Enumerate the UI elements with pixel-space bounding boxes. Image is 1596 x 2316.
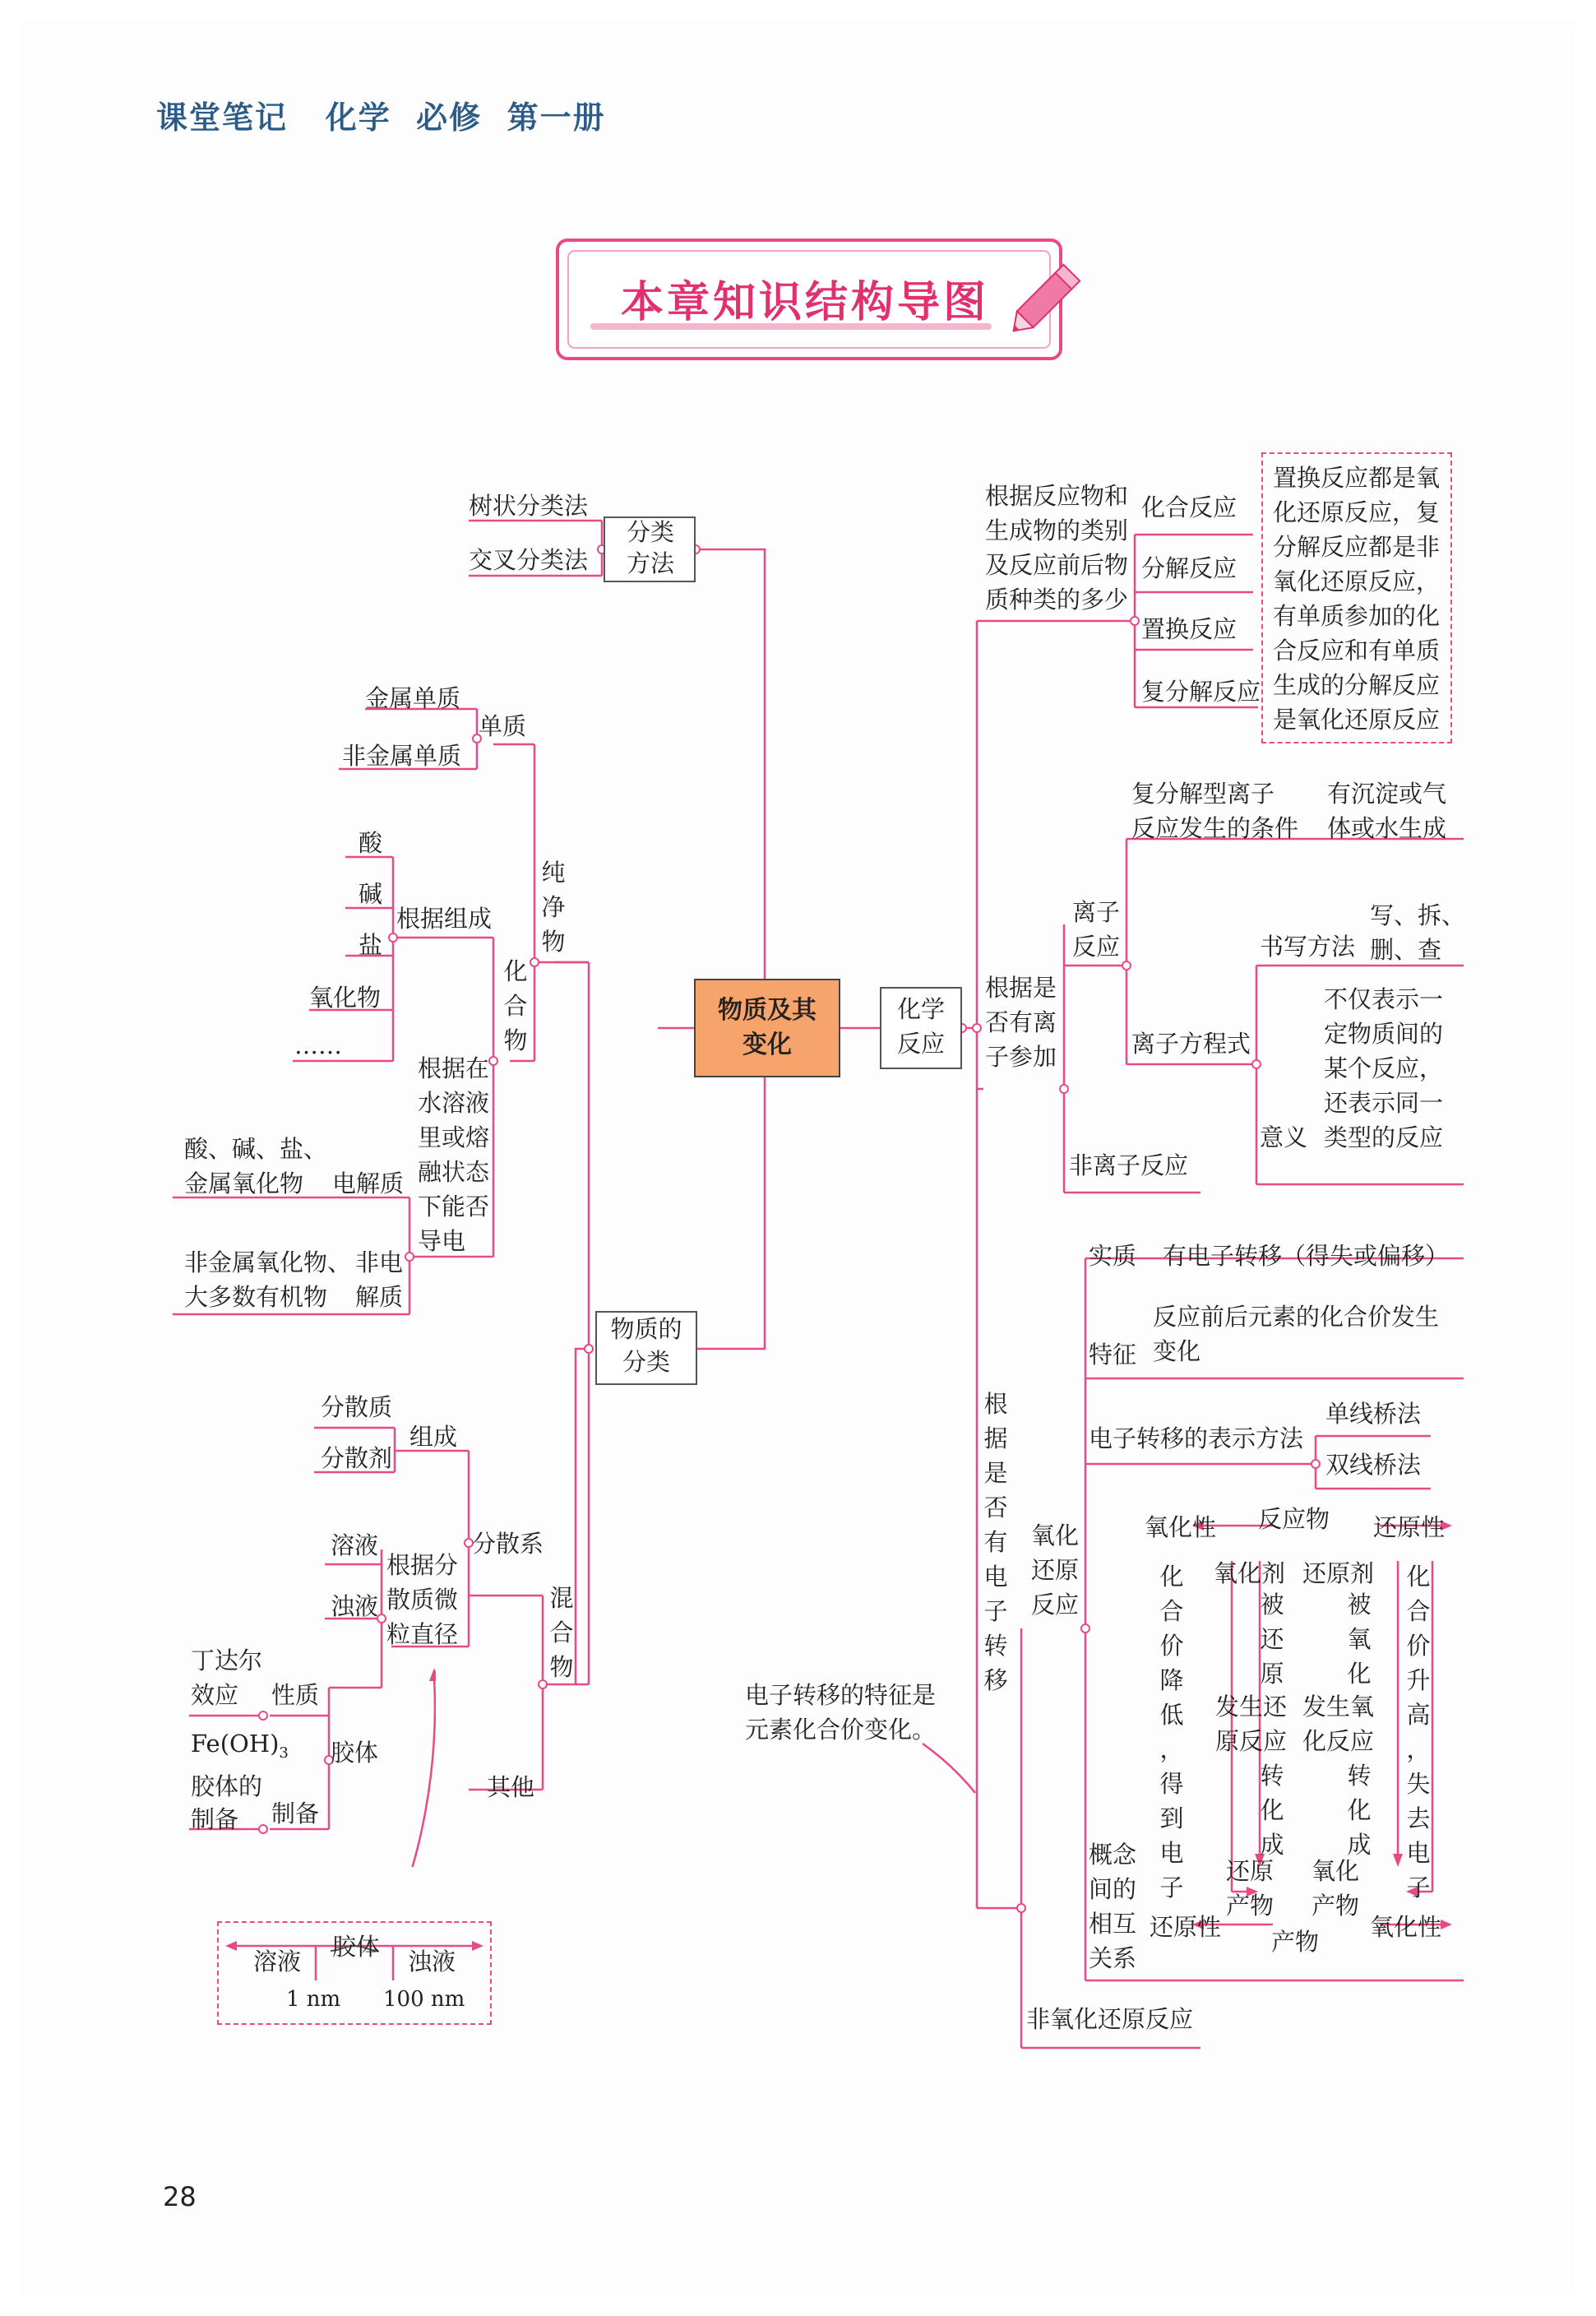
rel-reduction-rxn: 发生还 原反应 [1215, 1693, 1288, 1755]
non-electrolyte-examples: 非金属氧化物、 大多数有机物 [184, 1248, 352, 1311]
colloid-preparation-text: 胶体的 制备 [191, 1772, 263, 1833]
scale-link-arrow [386, 1653, 436, 1867]
rel-oxidation-rxn: 发生氧 化反应 [1302, 1693, 1375, 1755]
compound-more: …… [294, 1031, 342, 1059]
rel-top-mid: 反应物 [1258, 1505, 1330, 1533]
pure-substance-label: 纯 净 物 [541, 859, 566, 956]
rel-right-side: 化 合 价 升 高 ， 失 去 电 子 [1406, 1563, 1431, 1901]
element-nonmetal: 非金属单质 [342, 742, 462, 770]
by-types-label: 根据反应物和 生成物的类别 及反应前后物 质种类的多少 [985, 482, 1129, 614]
relations-label: 概念 间的 相互 关系 [1089, 1841, 1137, 1972]
by-size-label: 根据分 散质微 粒直径 [386, 1551, 459, 1648]
single-bridge: 单线桥法 [1325, 1400, 1422, 1428]
electrolyte-examples: 酸、碱、盐、 金属氧化物 [184, 1135, 328, 1197]
classification-label: 物质的 分类 [610, 1315, 682, 1376]
rel-convert-left: 转 化 成 [1260, 1762, 1284, 1859]
compound-oxide: 氧化物 [309, 984, 382, 1012]
colloid-label: 胶体 [331, 1739, 379, 1767]
dispersed-phase: 分散质 [321, 1393, 393, 1421]
colloid-property-label: 性质 [271, 1681, 320, 1709]
rxn-decomposition: 分解反应 [1141, 554, 1237, 582]
ionic-condition-value: 有沉淀或气 体或水生成 [1327, 780, 1447, 842]
element-metal: 金属单质 [365, 684, 461, 712]
types-note: 置换反应都是氧 化还原反应，复 分解反应都是非 氧化还原反应， 有单质参加的化 合反应和有单质 生成的分解反应 是氧化还原反应 [1273, 464, 1441, 734]
scale-suspension: 浊液 [408, 1948, 456, 1976]
rel-reductant: 还原剂 [1302, 1559, 1375, 1587]
element-label: 单质 [479, 712, 527, 740]
banner-title: 本章知识结构导图 [621, 278, 990, 327]
suspension-item: 浊液 [331, 1592, 379, 1620]
scale-solution: 溶液 [253, 1948, 302, 1976]
page-number: 28 [163, 2181, 197, 2212]
rel-oxidant: 氧化剂 [1214, 1559, 1286, 1587]
dispersion-label: 分散系 [472, 1530, 544, 1558]
essence-value: 有电子转移（得失或偏移） [1163, 1242, 1450, 1270]
rel-bottom-left: 还原性 [1150, 1913, 1222, 1941]
feoh3-formula: Fe(OH) [191, 1730, 280, 1758]
compound-salt: 盐 [359, 931, 383, 959]
compound-label: 化 合 物 [503, 957, 528, 1054]
scale-low: 1 nm [286, 1987, 341, 2012]
rxn-combination: 化合反应 [1141, 493, 1237, 521]
redox-label: 氧化 还原 反应 [1031, 1522, 1080, 1619]
by-composition-label: 根据组成 [396, 905, 493, 933]
colloid-preparation-label: 制备 [271, 1800, 320, 1827]
classify-item-tree: 树状分类法 [469, 492, 589, 520]
by-ions-label: 根据是 否有离 子参加 [985, 974, 1057, 1071]
rel-bottom-right: 氧化性 [1370, 1913, 1442, 1941]
rxn-displacement: 置换反应 [1141, 615, 1237, 643]
central-topic: 物质及其 变化 [694, 979, 840, 1077]
scale-high: 100 nm [383, 1987, 465, 2012]
rel-oxidant-chain: 被 还 原 [1260, 1591, 1284, 1688]
double-bridge: 双线桥法 [1325, 1451, 1422, 1479]
scale-colloid: 胶体 [332, 1933, 381, 1961]
rel-top-left: 氧化性 [1145, 1513, 1217, 1541]
by-conductivity-label: 根据在 水溶液 里或熔 融状态 下能否 导电 [418, 1054, 490, 1255]
rel-oxidation-product: 氧化 产物 [1311, 1857, 1359, 1920]
feature-label: 特征 [1089, 1341, 1137, 1369]
writing-method-label: 书写方法 [1260, 933, 1356, 961]
rel-reduction-product: 还原 产物 [1225, 1857, 1274, 1920]
mixture-label: 混 合 物 [549, 1584, 574, 1681]
rel-top-right: 还原性 [1373, 1513, 1446, 1541]
compound-acid: 酸 [359, 829, 383, 857]
writing-method-value: 写、拆、 删、查 [1370, 901, 1466, 964]
rel-left-side: 化 合 价 降 低 ， 得 到 电 子 [1159, 1563, 1184, 1901]
ionic-equation-label: 离子方程式 [1131, 1030, 1251, 1058]
mixture-other: 其他 [487, 1773, 535, 1801]
by-electrons-label: 根 据 是 否 有 电 子 转 移 [983, 1390, 1008, 1694]
ionic-reaction-label: 离子 反应 [1072, 898, 1121, 961]
electrolyte-label: 电解质 [332, 1170, 405, 1197]
rxn-double-displacement: 复分解反应 [1141, 678, 1261, 706]
rel-convert-right: 转 化 成 [1347, 1762, 1372, 1859]
feature-value: 反应前后元素的化合价发生 变化 [1153, 1303, 1440, 1365]
rel-bottom-mid: 产物 [1271, 1928, 1320, 1956]
composition-label: 组成 [409, 1423, 458, 1451]
rel-reductant-chain: 被 氧 化 [1347, 1591, 1372, 1688]
classify-item-cross: 交叉分类法 [469, 546, 589, 574]
feoh3-subscript: 3 [279, 1744, 289, 1762]
colloid-property-value: 丁达尔 效应 [191, 1647, 263, 1709]
solution-item: 溶液 [331, 1531, 379, 1559]
non-redox-reaction: 非氧化还原反应 [1026, 2005, 1194, 2033]
non-electrolyte-label: 非电 解质 [355, 1248, 404, 1311]
non-ionic-reaction: 非离子反应 [1069, 1151, 1189, 1179]
meaning-value: 不仅表示一 定物质间的 某个反应， 还表示同一 类型的反应 [1324, 985, 1444, 1151]
ionic-condition-label: 复分解型离子 反应发生的条件 [1131, 780, 1299, 842]
classify-method-label: 分类 方法 [626, 518, 674, 577]
essence-label: 实质 [1089, 1242, 1137, 1270]
meaning-label: 意义 [1260, 1123, 1308, 1151]
compound-base: 碱 [359, 880, 383, 908]
dispersion-medium: 分散剂 [321, 1444, 393, 1472]
chem-reaction-label: 化学 反应 [896, 995, 945, 1058]
representation-label: 电子转移的表示方法 [1089, 1424, 1304, 1452]
electron-transfer-annotation: 电子转移的特征是 元素化合价变化。 [745, 1681, 937, 1744]
colloid-preparation-value [191, 1727, 289, 1836]
running-header: 课堂笔记 化学 必修 第一册 [156, 100, 606, 136]
